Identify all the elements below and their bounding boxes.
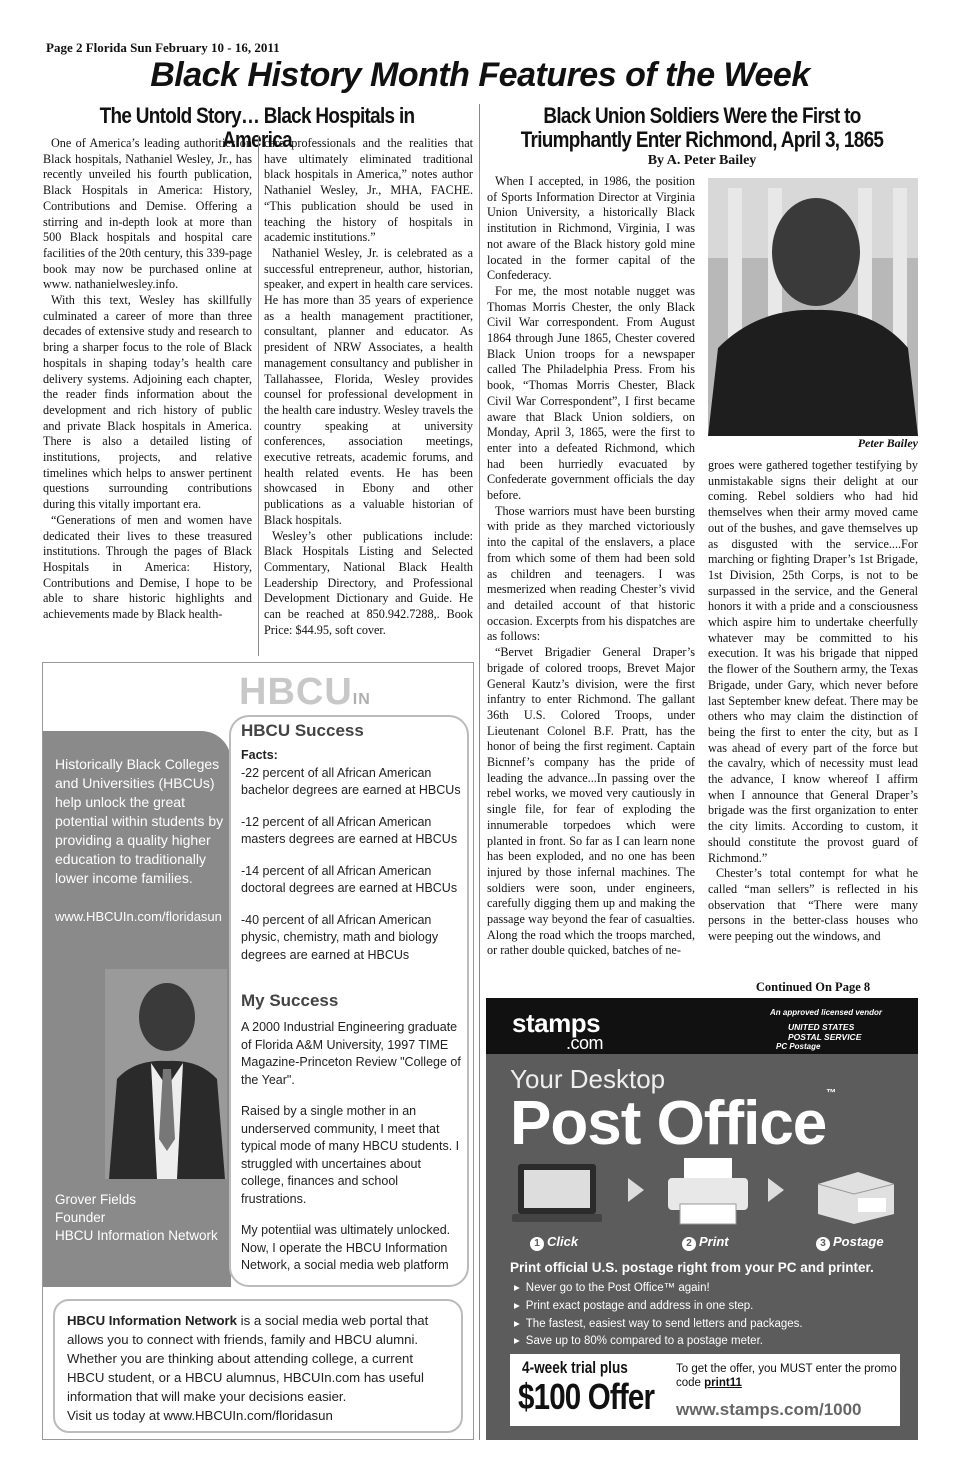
story1-paragraph: Nathaniel Wesley, Jr. is celebrated as a successful entrepreneur, author, historian, speaker, and expert in health care services. He has more than 35 years of experience as a health management practitioner, consultant, planner and educator. As president of NRW Associates, a health management consultancy and publisher in Tallahassee, Florida, Wesley provides counsel for professional development in the health care industry. Wesley travels the country speaking at university conferences, association meetings, executive retreats, academic forums, and health related events. He has been showcased in Ebony and other publications as a valuable historian of Black hospitals. <box>264 245 473 527</box>
step-postage: 3 Postage <box>816 1234 884 1251</box>
hbcu-my-success-text: A 2000 Industrial Engineering graduate of Florida A&M University, 1997 TIME Magazine-Princeton Review "College of the Year". Raised by a single mother in an underserved community, I meet that typical mode of many HBCU students. I struggled with uncertaines about college, finances and school frustrations. My potentiial was ultimately unlocked. Now, I operate the HBCU Information Network, a social media web platform <box>241 1020 461 1272</box>
story2-paragraph: When I accepted, in 1986, the position of Sports Information Director at Virginia Union University, a historically Black institution in Richmond, Virginia, I was not aware of the Black history gold mine located in the former capital of the Confederacy. <box>487 174 695 283</box>
story2-paragraph: Chester’s total contempt for what he called “man sellers” is reflected in his observation that “There were many persons in the better-class houses who were peeping out the windows, and <box>708 866 918 944</box>
story2-byline: By A. Peter Bailey <box>647 153 757 168</box>
continued-note: Continued On Page 8 <box>755 980 871 994</box>
hbcu-tagline: Historically Black Colleges and Universities (HBCUs) help unlock the great potential within students by providing a quality higher education to traditionally lower income families. <box>55 756 224 886</box>
story1-paragraph: Wesley’s other publications include: Black Hospitals Listing and Selected Commentary, National Black Health Leadership Directory, and Professional Development Dictionary and Guide. He can be reached at 850.942.7288,. Book Price: $44.95, soft cover. <box>264 528 473 637</box>
story2-paragraph: For me, the most notable nugget was Thomas Morris Chester, the only Black Civil War correspondent. From August 1864 through June 1865, Chester covered Black Union troops for a newspaper called The Philadelphia Press. From his book, “Thomas Morris Chester, Black Civil War Correspondent”, I first became aware that Black Union soldiers, on Monday, April 3, 1865, were the first to enter into a defeated Richmond, which had been hurriedly evacuated by Confederate government officials the day before. <box>487 283 695 503</box>
package-icon <box>808 1168 898 1224</box>
photo-caption: Peter Bailey <box>857 436 918 450</box>
hbcu-my-success-heading: My Success <box>241 991 339 1010</box>
offer-line-2: $100 Offer <box>518 1376 655 1417</box>
stamps-logo: stamps .com <box>512 1008 604 1053</box>
column-divider <box>258 136 259 656</box>
arrow-icon <box>628 1178 644 1202</box>
usps-vendor-mark: An approved licensed vendor UNITED STATES POSTAL SERVICE PC Postage <box>770 1008 883 1051</box>
story1-paragraph: care professionals and the realities that have ultimately eliminated traditional black hospitals in America,” notes author Nathaniel Wesley, Jr., MHA, FACHE. “This publication should be used in teaching the history of hospitals in academic institutions.” <box>264 136 473 245</box>
story2-paragraph: “Bervet Brigadier General Draper’s brigade of colored troops, Brevet Major General Kautz’s division, were the first infantry to enter Richmond. The gallant 36th U.S. Colored Troops, under Lieutenant Colonel B.F. Pratt, has the honor of being the first regiment. Captain Bicnnef’s company has the pride of leading the advance...In passing over the rebel works, we moved very cautiously in single file, for fear of exploding the innumerable torpedoes which were planted in front. So far as I can learn none has been exploded, and no one has been injured by those infernal machines. The soldiers were soon, under engineers, carefully digging them up and making the passage way beyond the fear of casualties. Along the road which the troops marched, or rather double quicked, batches of ne- <box>487 645 695 958</box>
step-print: 2 Print <box>682 1234 729 1251</box>
grover-fields-photo <box>105 969 227 1179</box>
story1-paragraph: “Generations of men and women have dedicated their lives to these treasured institutions. Through the pages of Black Hospitals in America: History, Contributions and Demise, I hope to be able to share historic highlights and achievements made by Black health- <box>43 512 252 622</box>
list-item: ▸ The fastest, easiest way to send letters and packages. <box>514 1316 803 1334</box>
story1-column-1 <box>43 136 252 656</box>
story2-column-2 <box>708 458 918 978</box>
hbcu-success-heading: HBCU Success <box>241 721 364 740</box>
page-divider <box>479 104 480 1440</box>
stamps-headline-big: Post Office™ <box>510 1088 836 1158</box>
list-item: ▸ Save up to 80% compared to a postage meter. <box>514 1333 803 1351</box>
step-click: 1 Click <box>530 1234 578 1251</box>
stamps-advertisement <box>486 998 918 1440</box>
offer-line-1: 4-week trial plus <box>522 1358 628 1377</box>
list-item: ▸ Print exact postage and address in one step. <box>514 1298 803 1316</box>
story2-paragraph: Those warriors must have been bursting with pride as they marched victoriously into the capital of the enslavers, a place from which some of them had been sold as children and teenagers. I was mesmerized when reading Chester’s vivid and detailed account of that historic occasion. Excerpts from his dispatches are as follows: <box>487 503 695 644</box>
arrow-icon <box>768 1178 784 1202</box>
story1-paragraph: One of America’s leading authorities on Black hospitals, Nathaniel Wesley, Jr., has recently unveiled his fourth publication, Black Hospitals in America: History, Contributions and Demise. Offering a stirring and in-depth look at more than 500 Black hospitals and hospital care facilities of the 20th century, this 339-page book may now be purchased online at www. nathanielwesley.info. <box>43 136 252 292</box>
hbcu-logo: HBCUIN <box>239 671 371 713</box>
offer-url: www.stamps.com/1000 <box>676 1400 862 1419</box>
peter-bailey-photo <box>708 178 918 436</box>
stamps-benefits-list <box>514 1280 803 1351</box>
laptop-icon <box>512 1162 602 1224</box>
stamps-headline-small: Your Desktop <box>510 1064 666 1094</box>
story1-column-2 <box>264 136 473 656</box>
story2-column-1 <box>487 174 695 994</box>
story2-paragraph: groes were gathered together testifying by unmistakable signs their delight at our coming. Rebel soldiers who had hid themselves when their army moved came out of the bushes, and gave themselves up as disgusted with the service....For marching or fighting Draper’s 1st Brigade, 1st Division, 25th Corps, is not to be surpassed in the service, and the General honors it with a pride and a consciousness which aspire him to undertake cheerfully whatever may be committed to his execution. It was his brigade that nipped the flower of the Southern army, the Texas Brigade, under Gary, which never before last September knew defeat. There may be others who may claim the distinction of being the first to enter the city, but as I was ahead of every part of the force but the cavalry, which of necessity must lead the advance, I know whereof I affirm when I announce that General Draper’s brigade was the first organization to enter the city limits. According to custom, it should constitute the provost guard of Richmond.” <box>708 458 918 865</box>
hbcu-advertisement <box>42 662 474 1440</box>
hbcu-founder-name: Grover Fields Founder HBCU Information Network <box>55 1192 218 1243</box>
hbcu-info-box: HBCU Information Network is a social media web portal that allows you to connect with friends, family and HBCU alumni. Whether you are thinking about attending college, a current HBCU student, or a HBCU alumnus, HBCUIn.com has useful information that will make your decisions easier. Visit us today at www.HBCUIn.com/floridasun <box>53 1299 463 1433</box>
hbcu-url: www.HBCUIn.com/floridasun <box>55 909 222 924</box>
story1-paragraph: With this text, Wesley has skillfully culminated a career of more than three decades of extensive study and research to bring a sharper focus to the role of Black hospitals in shaping today’s health care delivery systems. Adjoining each chapter, the reader finds information about the development and rich history of public and private Black hospitals in America. There is also a detailed listing of institutions, projects, and relative timelines which helps to answer pertinent questions surrounding contributions during this vitally important era. <box>43 293 252 512</box>
printer-icon <box>666 1158 750 1226</box>
list-item: ▸ Never go to the Post Office™ again! <box>514 1280 803 1298</box>
hbcu-facts: Facts: -22 percent of all African American bachelor degrees are earned at HBCUs -12 percent of all African American masters degrees are earned at HBCUs -14 percent of all African American doctoral degrees are earned at HBCUs -40 percent of all African American physic, chemistry, math and biology degrees are earned at HBCUs <box>241 748 461 962</box>
story1-headline: The Untold Story… Black Hospitals in America <box>99 103 415 152</box>
story2-headline: Black Union Soldiers Were the First to Triumphantly Enter Richmond, April 3, 1865 <box>520 103 884 152</box>
page-masthead: Black History Month Features of the Week <box>150 56 810 94</box>
offer-note: To get the offer, you MUST enter the promo code print11 <box>676 1363 897 1389</box>
stamps-offer-box <box>510 1354 900 1426</box>
stamps-subhead: Print official U.S. postage right from your PC and printer. <box>510 1260 874 1275</box>
page-folio: Page 2 Florida Sun February 10 - 16, 2011 <box>46 40 280 55</box>
